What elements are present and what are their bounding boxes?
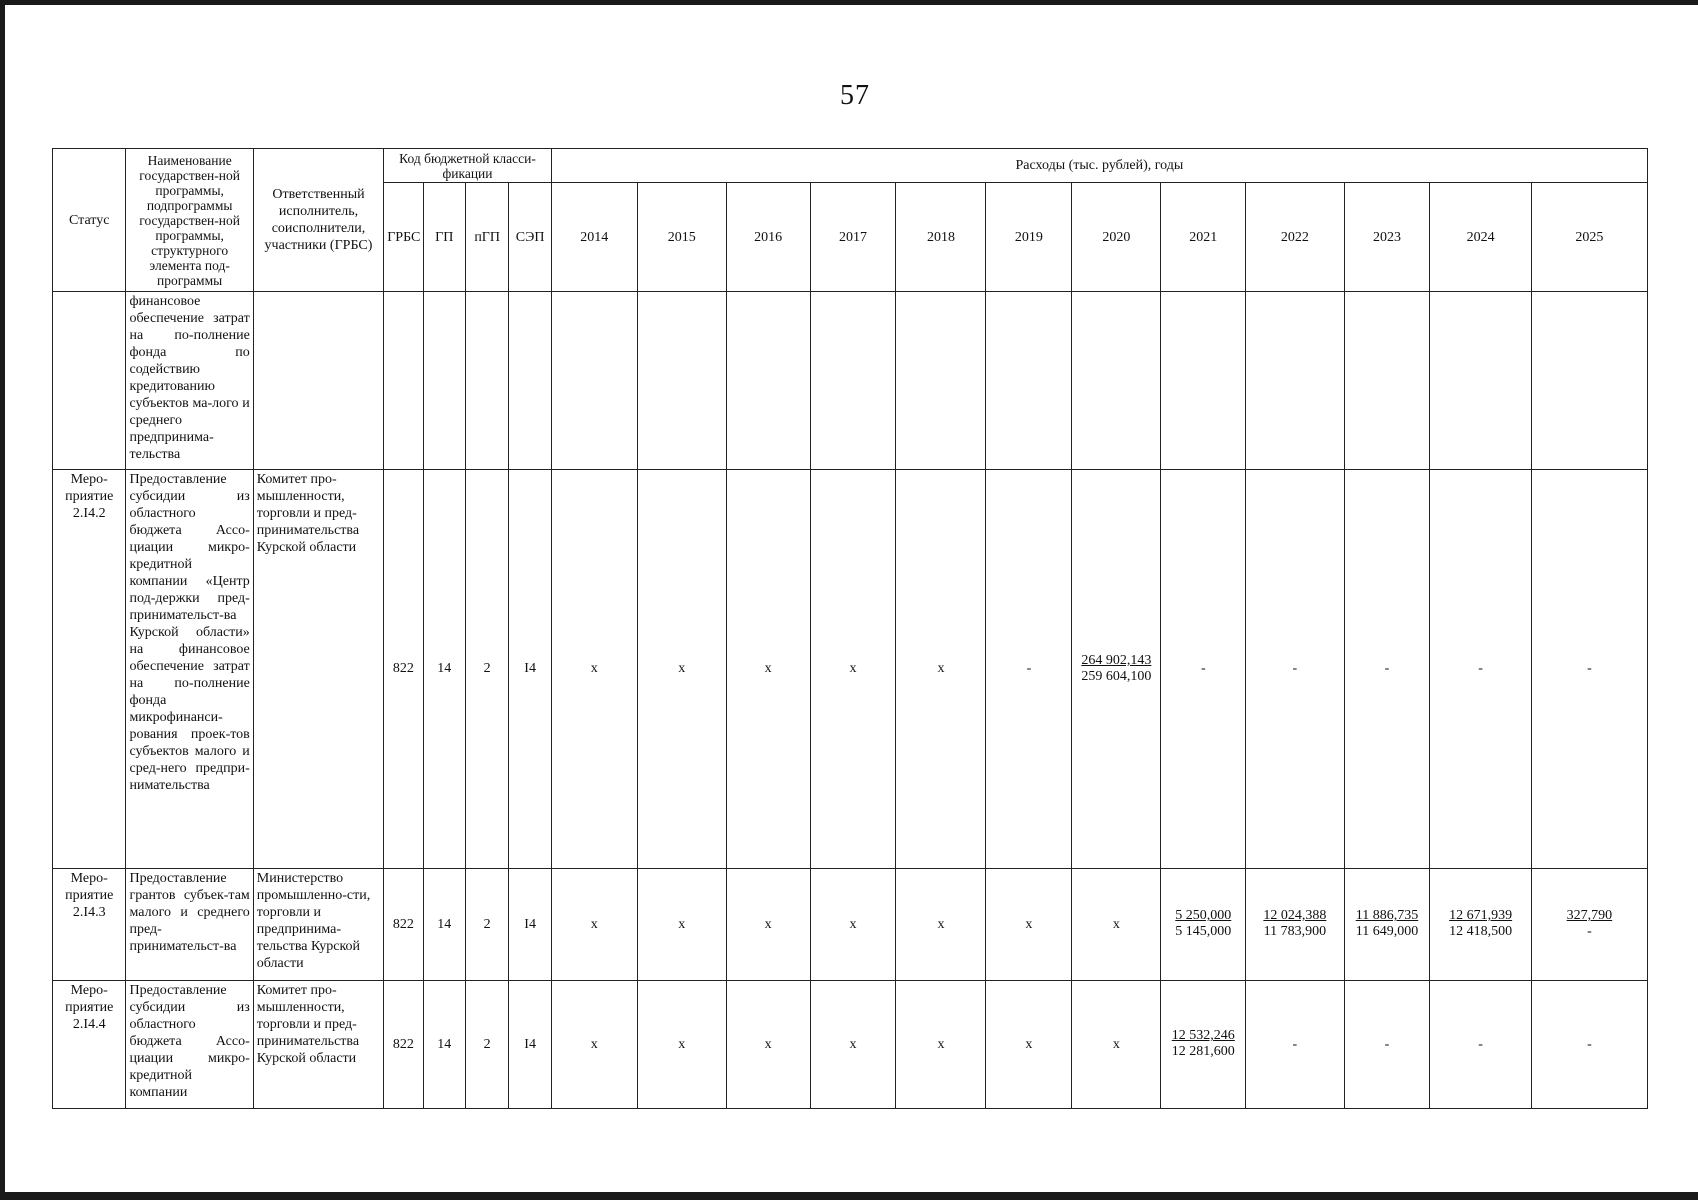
row-name: Предоставление грантов субъек-там малого и среднего пред-принимательст-ва [126, 868, 253, 980]
header-year-2015: 2015 [637, 183, 726, 292]
row-year-2020: x [1072, 868, 1161, 980]
row-code-grbs: 822 [384, 868, 423, 980]
row-code-gp: 14 [423, 470, 465, 868]
expense-value-pair [1356, 908, 1418, 940]
expense-value-pair [1263, 908, 1326, 940]
scan-border-left [0, 0, 5, 1200]
header-year-2016: 2016 [726, 183, 810, 292]
row-code-gp: 14 [423, 868, 465, 980]
row-year-2018: x [896, 470, 986, 868]
row-responsible: Министерство промышленно-сти, торговли и предпринима-тельства Курской области [253, 868, 383, 980]
header-responsible: Ответственный исполнитель, соисполнители, участники (ГРБС) [253, 149, 383, 292]
row-year-2019: - [986, 470, 1072, 868]
row-responsible [253, 292, 383, 470]
row-year-2022 [1246, 292, 1344, 470]
header-status: Статус [53, 149, 126, 292]
header-code-pgp: пГП [465, 183, 508, 292]
row-year-2017 [810, 292, 896, 470]
expense-value-pair [1567, 908, 1613, 940]
row-code-gp: 14 [423, 980, 465, 1108]
row-year-2021 [1161, 980, 1246, 1108]
expense-value-pair [1081, 653, 1151, 685]
row-year-2015: x [637, 868, 726, 980]
row-year-2023: - [1344, 980, 1430, 1108]
expense-value-pair [1449, 908, 1512, 940]
header-row-1 [53, 149, 1648, 183]
row-year-2025: - [1531, 980, 1647, 1108]
table-row [53, 292, 1648, 470]
budget-table [52, 148, 1648, 1109]
header-year-2021: 2021 [1161, 183, 1246, 292]
row-year-2023 [1344, 868, 1430, 980]
row-year-2024: - [1430, 470, 1531, 868]
row-code-gp [423, 292, 465, 470]
row-code-pgp: 2 [465, 980, 508, 1108]
row-code-pgp: 2 [465, 868, 508, 980]
row-responsible: Комитет про-мышленности, торговли и пред-принимательства Курской области [253, 470, 383, 868]
expense-federal: 12 418,500 [1449, 924, 1513, 940]
row-year-2017: x [810, 980, 896, 1108]
expense-federal: 11 783,900 [1263, 924, 1327, 940]
row-year-2020 [1072, 470, 1161, 868]
row-year-2014: x [551, 868, 637, 980]
table-row [53, 980, 1648, 1108]
header-budget-code: Код бюджетной класси-фикации [384, 149, 552, 183]
row-code-pgp [465, 292, 508, 470]
expense-federal: 11 649,000 [1355, 924, 1419, 940]
row-year-2019: x [986, 868, 1072, 980]
table-row [53, 868, 1648, 980]
row-status: Меро-приятие 2.I4.4 [53, 980, 126, 1108]
expense-federal: 5 145,000 [1175, 924, 1232, 940]
row-year-2017: x [810, 470, 896, 868]
row-year-2016: x [726, 980, 810, 1108]
row-status [53, 292, 126, 470]
row-year-2025 [1531, 292, 1647, 470]
row-name: Предоставление субсидии из областного бюджета Ассо-циации микро-кредитной компании «Центр под-держки пред-принимательст-ва Курской области» на финансовое обеспечение затрат на по-полнение фонда микрофинанси-рования проек-тов субъектов малого и сред-него предпри-нимательства [126, 470, 253, 868]
row-year-2017: x [810, 868, 896, 980]
header-code-grbs: ГРБС [384, 183, 423, 292]
header-code-gp: ГП [423, 183, 465, 292]
header-year-2017: 2017 [810, 183, 896, 292]
row-code-sep: I4 [509, 470, 551, 868]
scan-border-top [0, 0, 1698, 5]
row-code-sep: I4 [509, 980, 551, 1108]
row-year-2018 [896, 292, 986, 470]
header-year-2014: 2014 [551, 183, 637, 292]
row-code-sep: I4 [509, 868, 551, 980]
row-year-2020 [1072, 292, 1161, 470]
row-code-grbs: 822 [384, 470, 423, 868]
row-year-2021 [1161, 292, 1246, 470]
row-year-2021: - [1161, 470, 1246, 868]
scan-border-bottom [0, 1192, 1698, 1200]
header-name: Наименование государствен-ной программы, подпрограммы государствен-ной программы, структурного элемента под-программы [126, 149, 253, 292]
header-year-2023: 2023 [1344, 183, 1430, 292]
expense-total: 264 902,143 [1081, 652, 1152, 668]
row-year-2016: x [726, 868, 810, 980]
expense-total: 12 671,939 [1449, 908, 1513, 924]
header-year-2018: 2018 [896, 183, 986, 292]
row-code-sep [509, 292, 551, 470]
row-status: Меро-приятие 2.I4.2 [53, 470, 126, 868]
expense-total: 12 532,246 [1171, 1028, 1235, 1044]
expense-value-pair [1175, 908, 1231, 940]
expense-federal: - [1587, 924, 1592, 940]
row-year-2016 [726, 292, 810, 470]
row-name: Предоставление субсидии из областного бюджета Ассо-циации микро-кредитной компании [126, 980, 253, 1108]
row-code-grbs: 822 [384, 980, 423, 1108]
row-year-2014: x [551, 470, 637, 868]
header-year-2024: 2024 [1430, 183, 1531, 292]
row-year-2019: x [986, 980, 1072, 1108]
row-year-2014 [551, 292, 637, 470]
row-year-2022: - [1246, 980, 1344, 1108]
row-year-2015: x [637, 470, 726, 868]
row-year-2020: x [1072, 980, 1161, 1108]
row-year-2024 [1430, 292, 1531, 470]
row-year-2023: - [1344, 470, 1430, 868]
expense-total: 12 024,388 [1263, 908, 1327, 924]
row-year-2024: - [1430, 980, 1531, 1108]
row-code-pgp: 2 [465, 470, 508, 868]
row-responsible: Комитет про-мышленности, торговли и пред-принимательства Курской области [253, 980, 383, 1108]
row-year-2015: x [637, 980, 726, 1108]
expense-federal: 12 281,600 [1171, 1044, 1235, 1060]
header-code-sep: СЭП [509, 183, 551, 292]
row-name: финансовое обеспечение затрат на по-полнение фонда по содействию кредитованию субъектов ма-лого и среднего предпринима-тельства [126, 292, 253, 470]
expense-federal: 259 604,100 [1081, 668, 1152, 684]
expense-total: 11 886,735 [1355, 908, 1419, 924]
table-row [53, 470, 1648, 868]
row-year-2018: x [896, 868, 986, 980]
row-year-2024 [1430, 868, 1531, 980]
row-status: Меро-приятие 2.I4.3 [53, 868, 126, 980]
row-year-2014: x [551, 980, 637, 1108]
expense-value-pair [1172, 1028, 1235, 1060]
row-year-2022 [1246, 868, 1344, 980]
row-code-grbs [384, 292, 423, 470]
row-year-2018: x [896, 980, 986, 1108]
row-year-2022: - [1246, 470, 1344, 868]
expense-total: 327,790 [1566, 908, 1613, 924]
row-year-2019 [986, 292, 1072, 470]
header-year-2025: 2025 [1531, 183, 1647, 292]
row-year-2016: x [726, 470, 810, 868]
header-year-2020: 2020 [1072, 183, 1161, 292]
header-year-2022: 2022 [1246, 183, 1344, 292]
header-expenses: Расходы (тыс. рублей), годы [551, 149, 1647, 183]
page-number: 57 [840, 80, 870, 111]
expense-total: 5 250,000 [1175, 908, 1232, 924]
row-year-2025: - [1531, 470, 1647, 868]
row-year-2021 [1161, 868, 1246, 980]
row-year-2015 [637, 292, 726, 470]
header-year-2019: 2019 [986, 183, 1072, 292]
row-year-2025 [1531, 868, 1647, 980]
row-year-2023 [1344, 292, 1430, 470]
